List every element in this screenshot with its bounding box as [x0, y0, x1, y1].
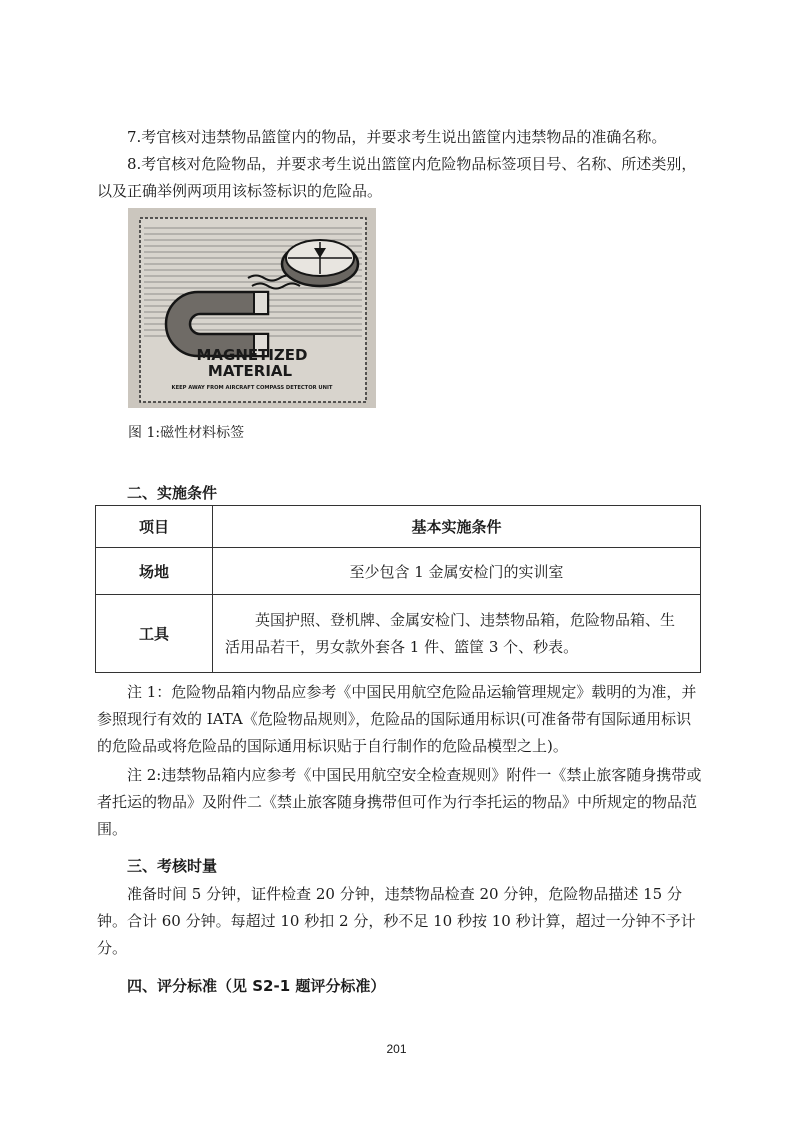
time-description: 准备时间 5 分钟，证件检查 20 分钟，违禁物品检查 20 分钟，危险物品描述 15 分钟。合计 60 分钟。每超过 10 秒扣 2 分，秒不足 10 秒按 10 秒计算，超过一分钟不予计分。: [97, 885, 696, 957]
note-1: 注 1：危险物品箱内物品应参考《中国民用航空危险品运输管理规定》载明的为准，并参照现行有效的 IATA《危险物品规则》，危险品的国际通用标识(可准备带有国际通用标识的危险品或将危险品的国际通用标识贴于自行制作的危险品模型之上)。: [97, 683, 697, 755]
label-text-line2: MATERIAL: [207, 362, 293, 380]
section-heading-implementation: 二、实施条件: [127, 484, 218, 502]
implementation-conditions-table: [95, 505, 701, 673]
label-text-line1: MAGNETIZED: [196, 346, 308, 364]
table-cell-tools-value: 英国护照、登机牌、金属安检门、违禁物品箱，危险物品箱、生活用品若干，男女款外套各 1 件、篮筐 3 个、秒表。: [213, 595, 701, 673]
page-number: 201: [386, 1042, 407, 1056]
table-header-row: [96, 506, 701, 548]
table-cell-venue-label: 场地: [96, 548, 213, 595]
item-7: 7.考官核对违禁物品篮筐内的物品，并要求考生说出篮筐内违禁物品的准确名称。: [127, 128, 667, 146]
magnetized-material-label-photo: [128, 208, 376, 408]
section-heading-scoring: 四、评分标准（见 S2-1 题评分标准）: [127, 977, 386, 995]
table-header-item: 项目: [96, 506, 213, 548]
table-header-conditions: 基本实施条件: [213, 506, 701, 548]
note-2: 注 2:违禁物品箱内应参考《中国民用航空安全检查规则》附件一《禁止旅客随身携带或者托运的物品》及附件二《禁止旅客随身携带但可作为行李托运的物品》中所规定的物品范围。: [97, 766, 702, 838]
table-cell-tools-label: 工具: [96, 595, 213, 673]
item-8: 8.考官核对危险物品，并要求考生说出篮筐内危险物品标签项目号、名称、所述类别，以及正确举例两项用该标签标识的危险品。: [97, 155, 697, 200]
figure-caption: 图 1:磁性材料标签: [128, 425, 245, 441]
label-warning-small-text: KEEP AWAY FROM AIRCRAFT COMPASS DETECTOR UNIT: [171, 385, 333, 391]
magnetized-material-label-image: [128, 208, 376, 408]
section-heading-time: 三、考核时量: [127, 857, 218, 875]
table-row: [96, 548, 701, 595]
table-row: [96, 595, 701, 673]
table-cell-venue-value: 至少包含 1 金属安检门的实训室: [213, 548, 701, 595]
